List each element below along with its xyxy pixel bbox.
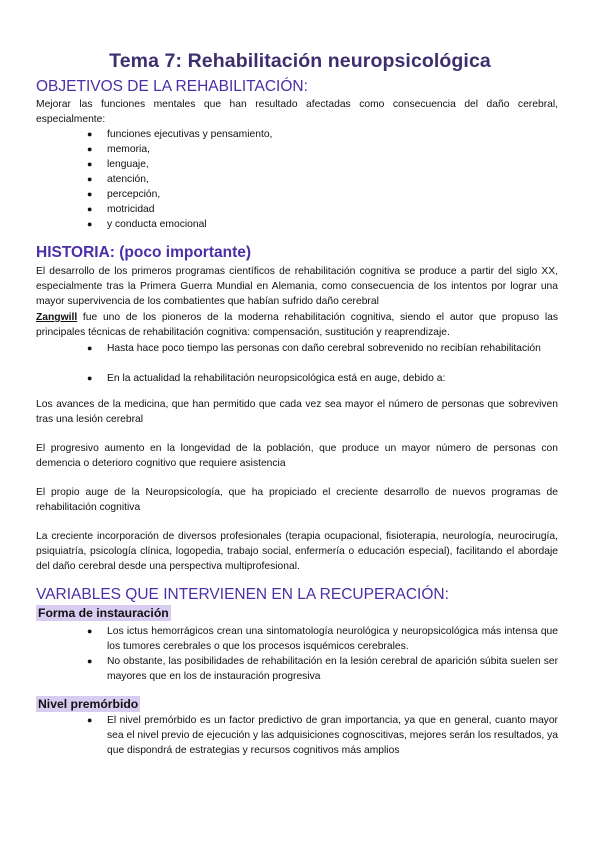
list-item: ● En la actualidad la rehabilitación neuropsicológica está en auge, debido a: bbox=[107, 371, 558, 386]
reason-paragraph: El propio auge de la Neuropsicología, que ha propiciado el creciente desarrollo de nuevos programas de rehabilitación cognitiva bbox=[36, 487, 558, 514]
list-item: ● y conducta emocional bbox=[107, 217, 558, 232]
bullet-icon: ● bbox=[87, 144, 93, 154]
bullet-icon: ● bbox=[87, 219, 93, 229]
bullet-icon: ● bbox=[87, 129, 93, 139]
bullet-icon: ● bbox=[87, 159, 93, 169]
page-title: Tema 7: Rehabilitación neuropsicológica bbox=[109, 50, 491, 72]
historia-paragraph-1: El desarrollo de los primeros programas científicos de rehabilitación cognitiva se produce a partir del siglo XX, especialmente tras la Primera Guerra Mundial en Alemania, como consecuencia de los intentos por lograr una mayor supervivencia de los combatientes que habían sufrido daño cerebral bbox=[36, 266, 558, 308]
list-item: ● No obstante, las posibilidades de rehabilitación en la lesión cerebral de aparición súbita suelen ser mayores que en los de instauración progresiva bbox=[87, 656, 558, 683]
list-item: ● Los ictus hemorrágicos crean una sintomatología neurológica y neuropsicológica más intensa que los tumores cerebrales o que los procesos isquémicos cerebrales. bbox=[87, 626, 558, 653]
reason-paragraph: La creciente incorporación de diversos profesionales (terapia ocupacional, fisioterapia, neurología, neurocirugía, psiquiatría, psicología clínica, logopedia, trabajo social, enfermería o educación especial), facilitando el abordaje del daño cerebral desde una perspectiva multiprofesional. bbox=[36, 531, 558, 573]
list-item: ● memoria, bbox=[107, 142, 558, 157]
list-item: ● lenguaje, bbox=[107, 157, 558, 172]
bullet-icon: ● bbox=[87, 715, 93, 725]
historia-heading bbox=[36, 244, 251, 262]
nivel-premorbido-label: Nivel premórbido bbox=[38, 697, 139, 711]
historia-heading-main: HISTORIA: bbox=[36, 244, 115, 261]
bullet-icon: ● bbox=[87, 656, 93, 666]
list-item: ● percepción, bbox=[107, 187, 558, 202]
forma-instauracion-label: Forma de instauración bbox=[38, 606, 169, 620]
zangwill-name: Zangwill bbox=[36, 312, 78, 323]
historia-paragraph-2: Zangwill fue uno de los pioneros de la moderna rehabilitación cognitiva, siendo el autor que propuso las principales técnicas de rehabilitación cognitiva: compensación, sustitución y reaprendizaje. bbox=[36, 312, 558, 339]
list-item: ● motricidad bbox=[107, 202, 558, 217]
list-item: ● funciones ejecutivas y pensamiento, bbox=[107, 127, 558, 142]
objetivos-intro: Mejorar las funciones mentales que han resultado afectadas como consecuencia del daño cerebral, especialmente: bbox=[36, 99, 558, 126]
bullet-icon: ● bbox=[87, 189, 93, 199]
reason-paragraph: El progresivo aumento en la longevidad de la población, que produce un mayor número de personas con demencia o deterioro cognitivo que requiere asistencia bbox=[36, 443, 558, 470]
objetivos-heading: OBJETIVOS DE LA REHABILITACIÓN: bbox=[36, 78, 308, 95]
bullet-icon: ● bbox=[87, 174, 93, 184]
historia-heading-note: (poco importante) bbox=[119, 244, 252, 261]
list-item: ● Hasta hace poco tiempo las personas con daño cerebral sobrevenido no recibían rehabilitación bbox=[107, 341, 558, 356]
bullet-icon: ● bbox=[87, 204, 93, 214]
list-item: ● atención, bbox=[107, 172, 558, 187]
variables-heading: VARIABLES QUE INTERVIENEN EN LA RECUPERACIÓN: bbox=[36, 586, 449, 603]
bullet-icon: ● bbox=[87, 626, 93, 636]
reason-paragraph: Los avances de la medicina, que han permitido que cada vez sea mayor el número de personas que sobreviven tras una lesión cerebral bbox=[36, 399, 558, 426]
list-item: ● El nivel premórbido es un factor predictivo de gran importancia, ya que en general, cuanto mayor sea el nivel previo de ejecución y las adquisiciones cognoscitivas, mejores serán los resultados, ya que dispondrá de estrategias y recursos cognitivos más amplios bbox=[87, 715, 559, 757]
bullet-icon: ● bbox=[87, 343, 93, 353]
bullet-icon: ● bbox=[87, 373, 93, 383]
